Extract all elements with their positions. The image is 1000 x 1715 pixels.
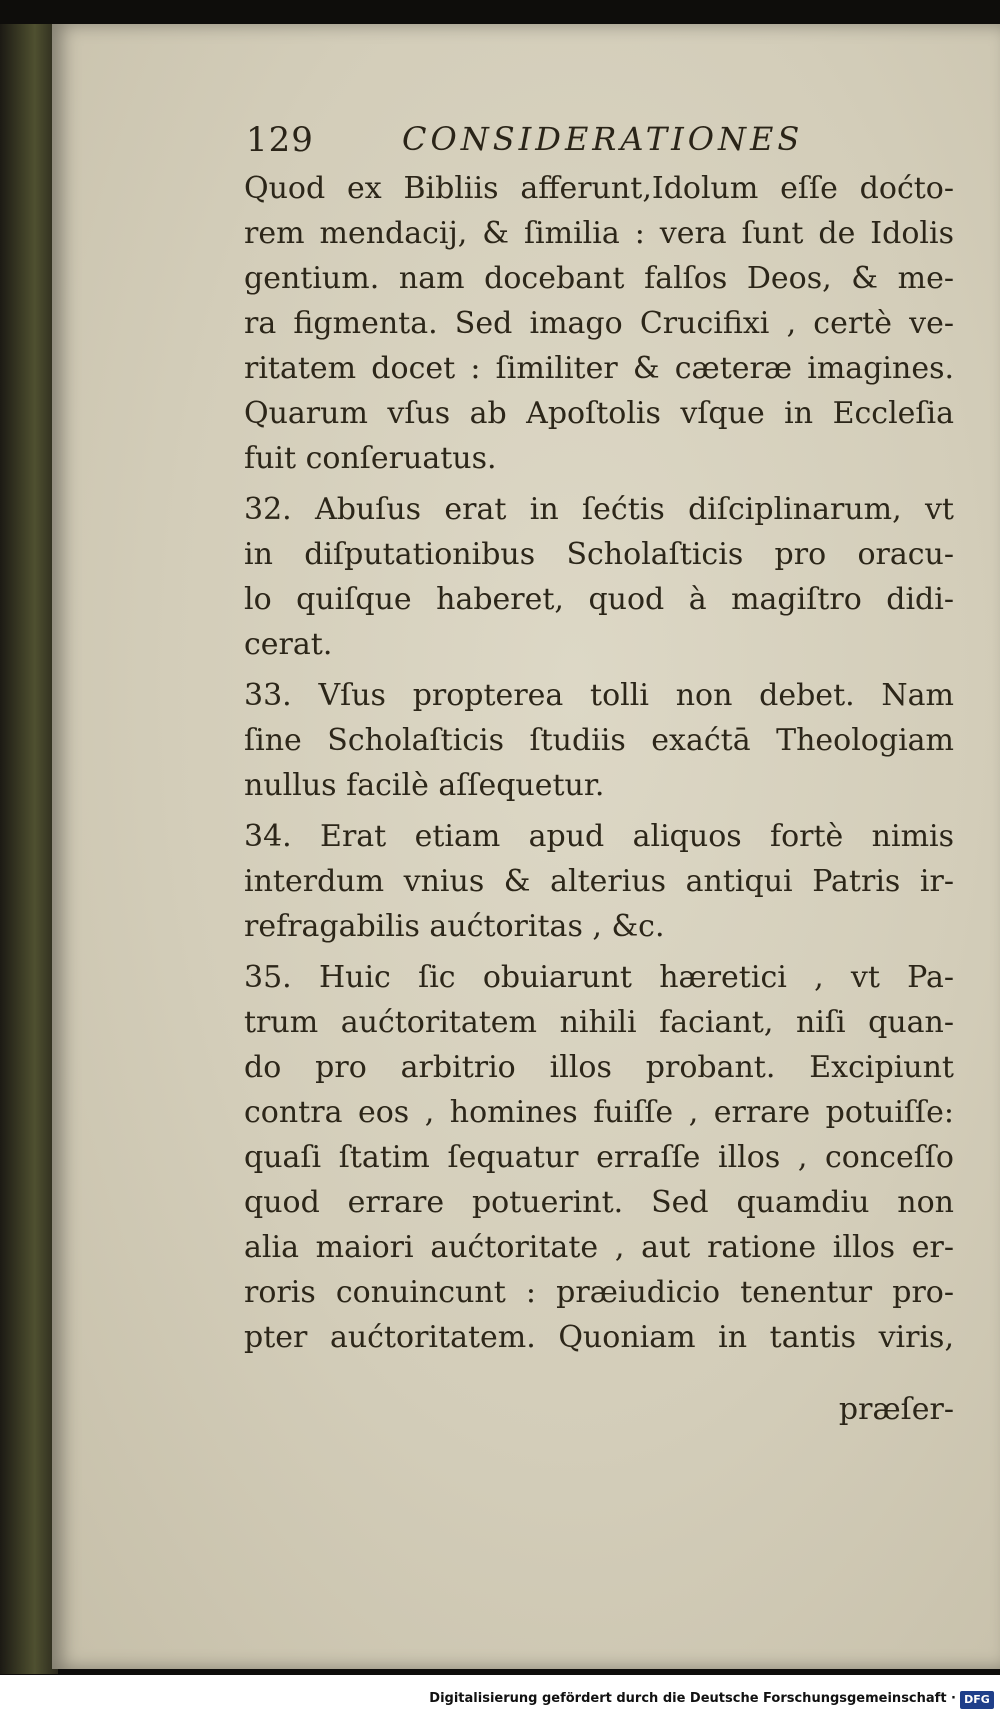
- text-line: cerat.: [244, 627, 333, 662]
- text-line: Quarum vſus ab Apoſtolis vſque in Eccleſia: [244, 396, 954, 431]
- funding-credit: Digitalisierung gefördert durch die Deutsche Forschungsgemeinschaft ·: [429, 1691, 956, 1706]
- page-number: 129: [246, 120, 314, 160]
- body-text: [244, 166, 954, 1360]
- text-line: gentium. nam docebant falſos Deos, & me-: [244, 261, 954, 296]
- text-line: ſine Scholaſticis ſtudiis exaćtā Theologiam: [244, 723, 954, 758]
- book-edge: [0, 24, 58, 1674]
- text-line: 35. Huic ſic obuiarunt hæretici , vt Pa-: [244, 960, 954, 995]
- text-line: lo quiſque haberet, quod à magiſtro didi-: [244, 582, 954, 617]
- text-line: 32. Abuſus erat in ſećtis diſciplinarum, vt: [244, 492, 954, 527]
- page-header: [52, 102, 1000, 162]
- digitization-footer: [0, 1675, 1000, 1715]
- text-line: fuit conſeruatus.: [244, 441, 497, 476]
- catchword: præſer-: [838, 1392, 954, 1427]
- running-title: CONSIDERATIONES: [402, 120, 804, 158]
- text-line: roris conuincunt : præiudicio tenentur pro-: [244, 1275, 954, 1310]
- text-line: refragabilis aućtoritas , &c.: [244, 909, 665, 944]
- text-line: trum aućtoritatem nihili faciant, niſi quan-: [244, 1005, 954, 1040]
- text-line: ra figmenta. Sed imago Crucifixi , certè ve-: [244, 306, 954, 341]
- text-line: ritatem docet : ſimiliter & cæteræ imagines.: [244, 351, 954, 386]
- book-page: [52, 24, 1000, 1669]
- text-line: 33. Vſus propterea tolli non debet. Nam: [244, 678, 954, 713]
- text-line: contra eos , homines fuiſſe , errare potuiſſe:: [244, 1095, 954, 1130]
- text-line: nullus facilè aſſequetur.: [244, 768, 605, 803]
- text-line: Quod ex Bibliis afferunt,Idolum eſſe doćto-: [244, 171, 954, 206]
- text-line: in diſputationibus Scholaſticis pro oracu-: [244, 537, 954, 572]
- text-line: alia maiori aućtoritate , aut ratione illos er-: [244, 1230, 954, 1265]
- text-line: do pro arbitrio illos probant. Excipiunt: [244, 1050, 954, 1085]
- text-line: interdum vnius & alterius antiqui Patris ir-: [244, 864, 954, 899]
- dfg-logo-icon: DFG: [960, 1691, 994, 1709]
- text-line: 34. Erat etiam apud aliquos fortè nimis: [244, 819, 954, 854]
- text-line: rem mendacij, & ſimilia : vera ſunt de Idolis: [244, 216, 954, 251]
- text-line: quaſi ſtatim ſequatur erraſſe illos , conceſſo: [244, 1140, 954, 1175]
- text-line: quod errare potuerint. Sed quamdiu non: [244, 1185, 954, 1220]
- text-line: pter aućtoritatem. Quoniam in tantis viris,: [244, 1320, 954, 1355]
